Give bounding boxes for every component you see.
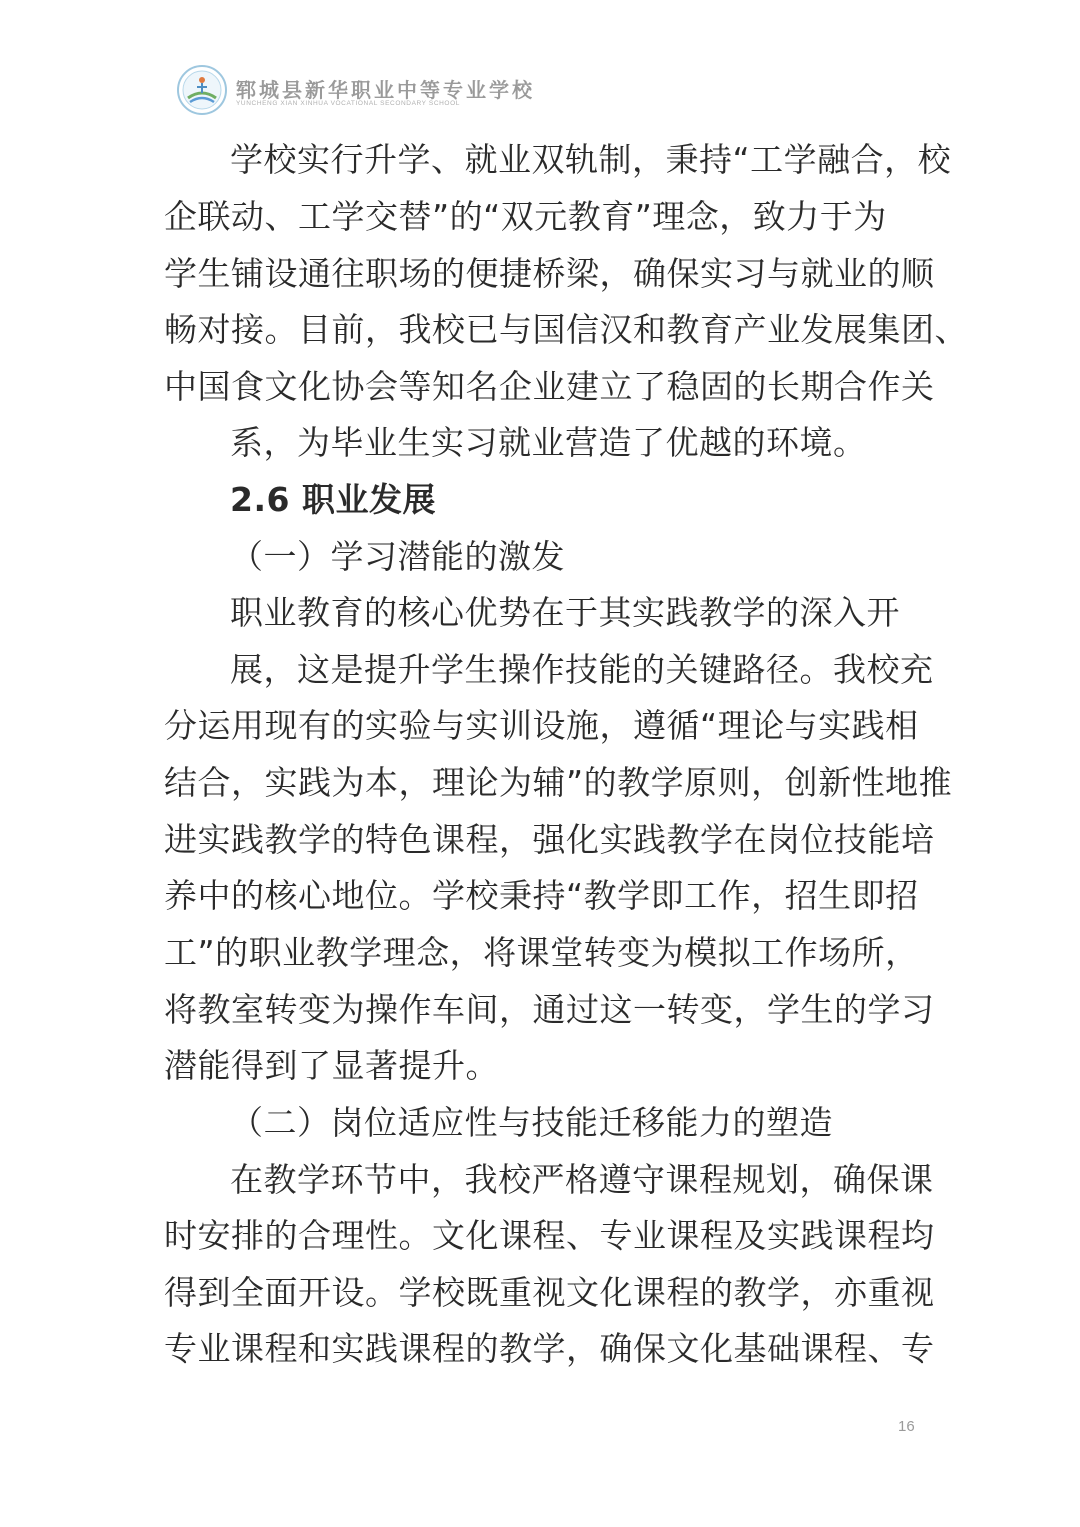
paragraph-line: 学校实行升学、就业双轨制，秉持“工学融合，校 <box>230 140 952 179</box>
paragraph-line: 潜能得到了显著提升。 <box>164 1046 499 1085</box>
paragraph-line: 学生铺设通往职场的便捷桥梁，确保实习与就业的顺 <box>164 254 935 293</box>
page-number: 16 <box>898 1418 915 1435</box>
subsection-heading: （一）学习潜能的激发 <box>230 537 565 576</box>
paragraph-line: 展，这是提升学生操作技能的关键路径。我校充 <box>230 650 934 689</box>
paragraph-line: 时安排的合理性。文化课程、专业课程及实践课程均 <box>164 1216 935 1255</box>
paragraph-line: 工”的职业教学理念，将课堂转变为模拟工作场所， <box>164 933 919 972</box>
paragraph-line: 专业课程和实践课程的教学，确保文化基础课程、专 <box>164 1329 935 1368</box>
paragraph-line: 将教室转变为操作车间，通过这一转变，学生的学习 <box>164 990 935 1029</box>
school-name-english: YUNCHENG XIAN XINHUA VOCATIONAL SECONDARY SCHOOL <box>236 100 460 107</box>
paragraph-line: 分运用现有的实验与实训设施，遵循“理论与实践相 <box>164 706 919 745</box>
school-name: 郓城县新华职业中等专业学校 <box>236 78 535 102</box>
page-header <box>176 64 535 120</box>
school-logo-icon <box>176 64 228 116</box>
paragraph-line: 养中的核心地位。学校秉持“教学即工作，招生即招 <box>164 876 919 915</box>
paragraph-line: 职业教育的核心优势在于其实践教学的深入开 <box>230 593 900 632</box>
paragraph-line: 中国食文化协会等知名企业建立了稳固的长期合作关 <box>164 367 935 406</box>
paragraph-line: 进实践教学的特色课程，强化实践教学在岗位技能培 <box>164 820 935 859</box>
paragraph-line: 得到全面开设。学校既重视文化课程的教学，亦重视 <box>164 1273 935 1312</box>
paragraph-line: 企联动、工学交替”的“双元教育”理念，致力于为 <box>164 197 887 236</box>
paragraph-line: 结合，实践为本，理论为辅”的教学原则，创新性地推 <box>164 763 953 802</box>
paragraph-line: 在教学环节中，我校严格遵守课程规划，确保课 <box>230 1160 934 1199</box>
paragraph-line: 系，为毕业生实习就业营造了优越的环境。 <box>230 423 867 462</box>
paragraph-line: 畅对接。目前，我校已与国信汉和教育产业发展集团、 <box>164 310 968 349</box>
subsection-heading: （二）岗位适应性与技能迁移能力的塑造 <box>230 1103 833 1142</box>
section-heading: 2.6 职业发展 <box>230 480 436 519</box>
